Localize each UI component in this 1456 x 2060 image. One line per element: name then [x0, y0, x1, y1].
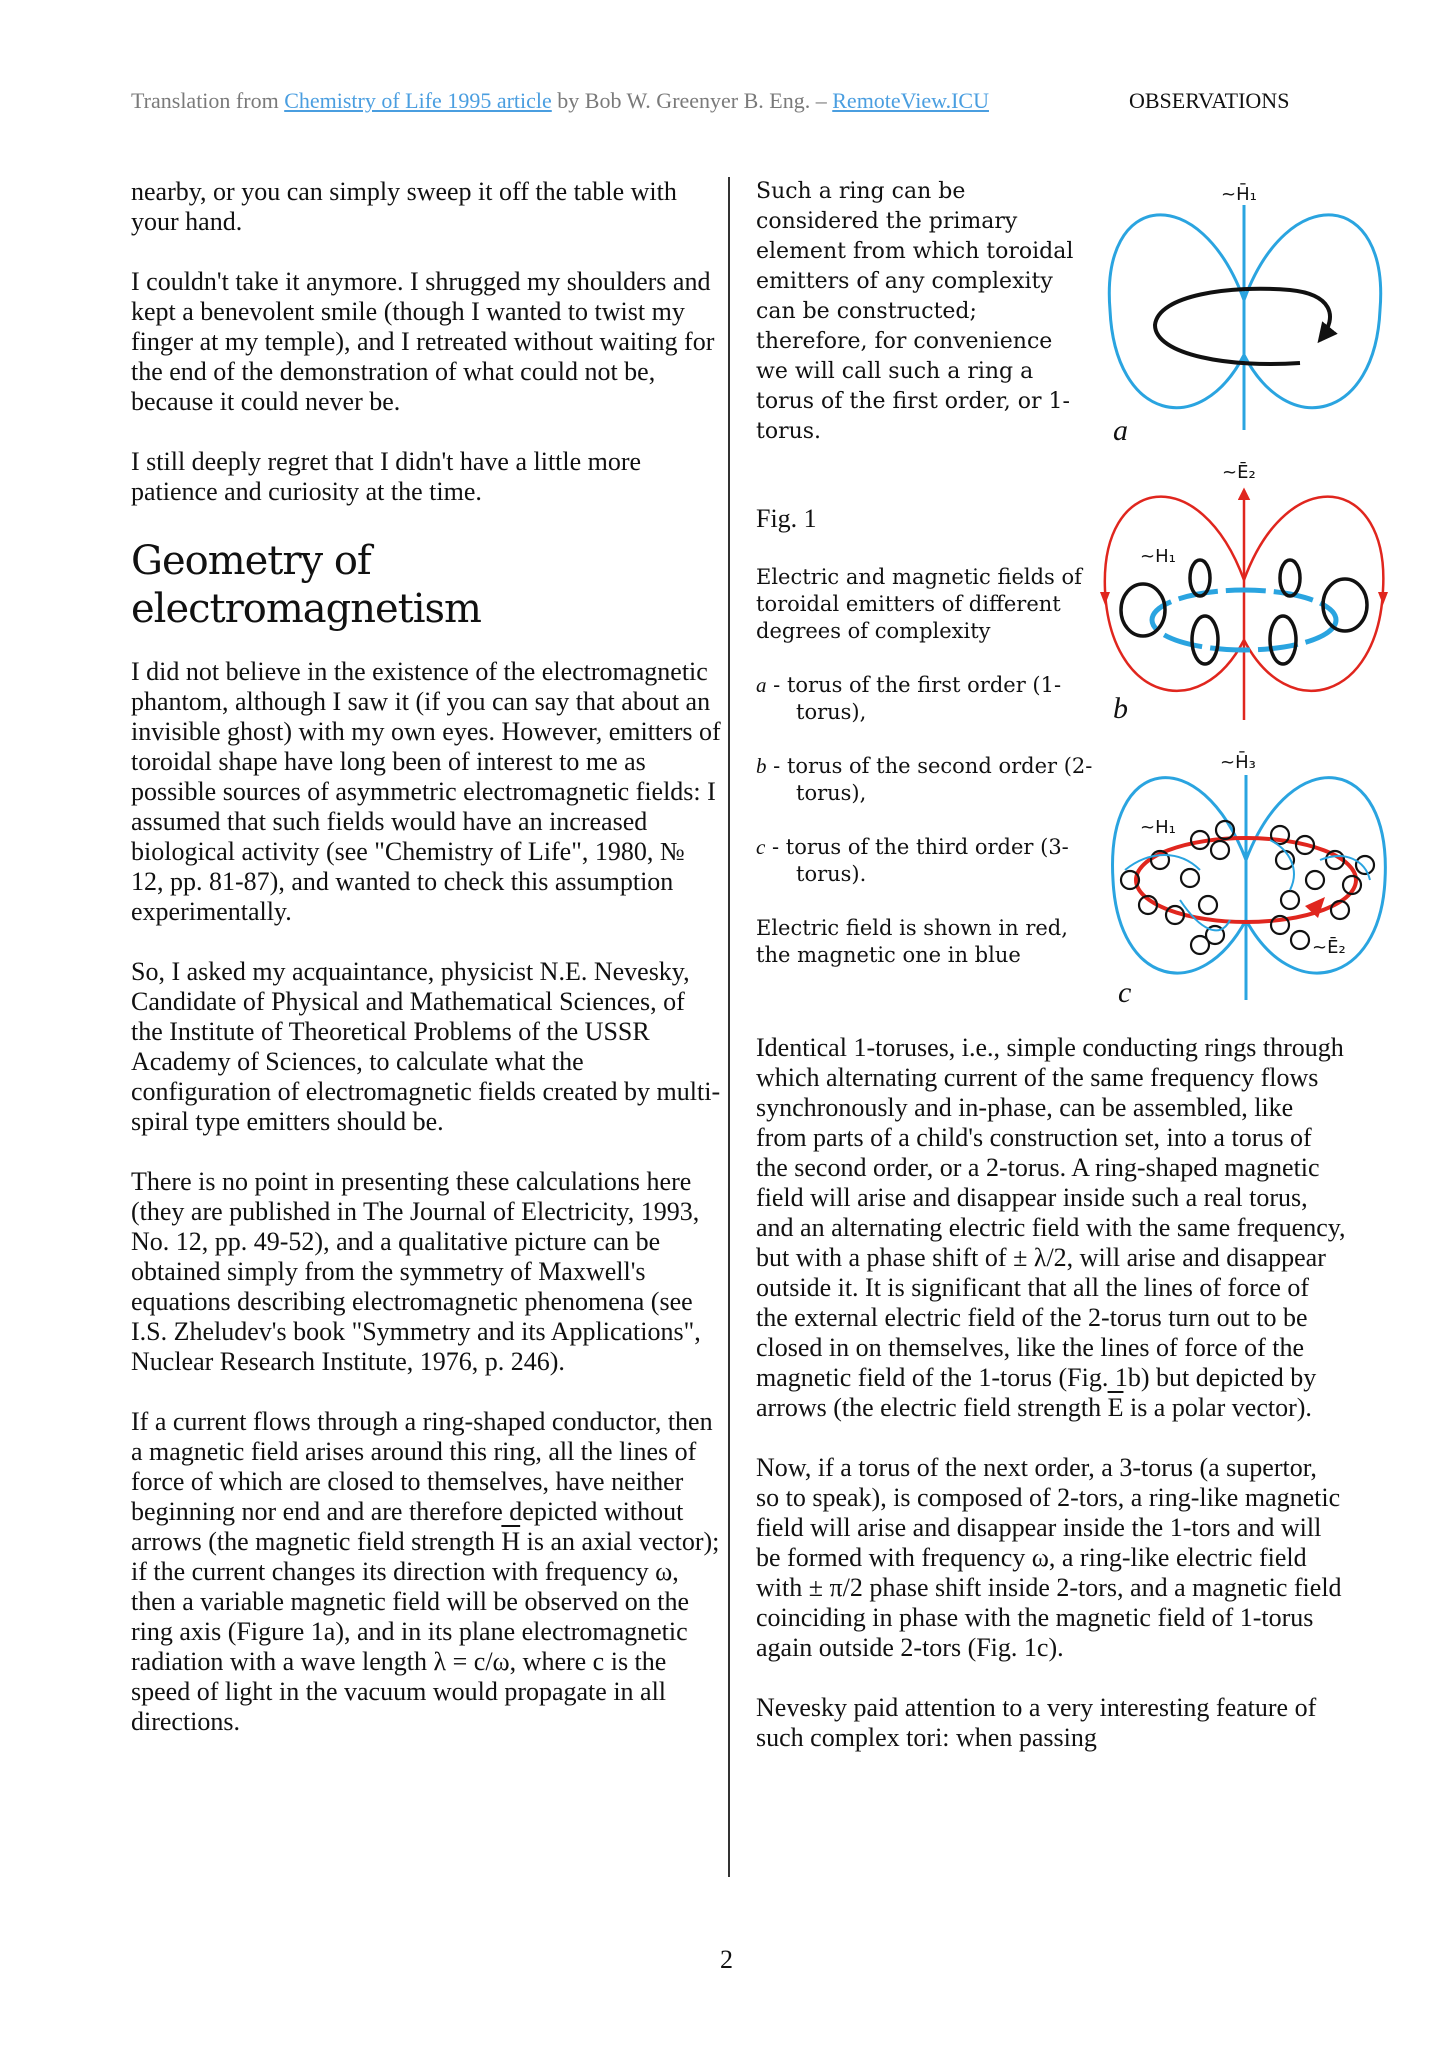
right-column-body	[756, 1033, 1346, 1783]
figure-description: Electric and magnetic fields of toroidal emitters of different degrees of complexity	[756, 565, 1082, 643]
h-vector-symbol: $\overline{H}$	[501, 1527, 521, 1556]
panel-c-extra-label: ~Ē₂	[1312, 937, 1346, 958]
paragraph: So, I asked my acquaintance, physicist N.E. Nevesky, Candidate of Physical and Mathematical Sciences, of the Institute of Theoretical Problems of the USSR Academy of Sciences, to calculate what the configuration of electromagnetic fields created by multi-spiral type emitters should be.	[131, 957, 721, 1136]
panel-b-axis-label: ~Ē₂	[1222, 462, 1256, 483]
column-divider	[728, 177, 730, 1877]
paragraph: I did not believe in the existence of the electromagnetic phantom, although I saw it (if you can say that about an invisible ghost) with my own eyes. However, emitters of toroidal shape have long been of interest to me as possible sources of asymmetric electromagnetic fields: I assumed that such fields would have an increased biological activity (see "Chemistry of Life", 1980, № 12, pp. 81-87), and wanted to check this assumption experimentally.	[131, 657, 721, 926]
page-header	[131, 88, 1331, 114]
paragraph: Nevesky paid attention to a very interesting feature of such complex tori: when passing	[756, 1693, 1317, 1752]
panel-b-torus-2	[1100, 461, 1388, 725]
paragraph: I still deeply regret that I didn't have a little more patience and curiosity at the time.	[131, 447, 642, 506]
paragraph: I couldn't take it anymore. I shrugged my shoulders and kept a benevolent smile (though I wanted to twist my finger at my temple), and I retreated without waiting for the end of the demonstration of what could not be, because it could never be.	[131, 267, 715, 416]
panel-b-label: b	[1113, 692, 1128, 725]
panel-c-label: c	[1118, 976, 1132, 1009]
panel-a-axis-label: ~H̄₁	[1221, 184, 1257, 205]
figure-caption	[756, 505, 1096, 996]
header-prefix: Translation from	[131, 88, 285, 113]
article-link[interactable]: Chemistry of Life 1995 article	[284, 88, 552, 113]
torus-figure	[1095, 160, 1415, 1020]
panel-a-torus-1	[1109, 183, 1380, 447]
panel-c-inner-label: ~H₁	[1140, 817, 1176, 838]
left-column	[131, 177, 721, 1767]
header-author: by Bob W. Greenyer B. Eng. –	[551, 88, 833, 113]
section-label: OBSERVATIONS	[1129, 88, 1290, 113]
paragraph: If a current flows through a ring-shaped conductor, then a magnetic field arises around this ring, all the lines of force of which are closed to themselves, have neither beginning nor end and are therefore depicted without arrows (the magnetic field strength $\overline{H}$ is an axial vector); if the current changes its direction with frequency ω, then a variable magnetic field will be observed on the ring axis (Figure 1a), and in its plane electromagnetic radiation with a wave length λ = c/ω, where c is the speed of light in the vacuum would propagate in all directions.	[131, 1407, 720, 1736]
caption-item-c: c - torus of the third order (3-torus).	[756, 835, 1069, 886]
paragraph: Now, if a torus of the next order, a 3-torus (a supertor, so to speak), is composed of 2-tors, a ring-like magnetic field will arise and disappear inside the 1-tors and will be formed with frequency ω, a ring-like electric field with ± π/2 phase shift inside 2-tors, and a magnetic field coinciding in phase with the magnetic field of 1-torus again outside 2-tors (Fig. 1c).	[756, 1453, 1342, 1662]
paragraph: nearby, or you can simply sweep it off the table with your hand.	[131, 177, 677, 236]
caption-item-b: b - torus of the second order (2-torus),	[756, 754, 1093, 805]
e-vector-symbol: $\overline{E}$	[1107, 1393, 1124, 1422]
section-heading: Geometry of electromagnetism	[131, 538, 481, 632]
page-number: 2	[720, 1945, 733, 1974]
panel-c-torus-3	[1113, 751, 1386, 1009]
panel-a-label: a	[1113, 414, 1128, 447]
panel-c-axis-label: ~H̄₃	[1220, 752, 1256, 773]
remoteview-link[interactable]: RemoteView.ICU	[832, 88, 989, 113]
right-intro-paragraph: Such a ring can be considered the primary element from which toroidal emitters of any complexity can be constructed; therefore, for convenience we will call such a ring a torus of the first order, or 1-torus.	[756, 179, 1074, 444]
paragraph: There is no point in presenting these calculations here (they are published in The Journal of Electricity, 1993, No. 12, pp. 49-52), and a qualitative picture can be obtained simply from the symmetry of Maxwell's equations describing electromagnetic phenomena (see I.S. Zheludev's book "Symmetry and its Applications", Nuclear Research Institute, 1976, p. 246).	[131, 1167, 701, 1376]
caption-color-note: Electric field is shown in red, the magnetic one in blue	[756, 916, 1068, 967]
panel-b-inner-label: ~H₁	[1140, 546, 1176, 567]
caption-item-a: a - torus of the first order (1-torus),	[756, 673, 1062, 724]
figure-title: Fig. 1	[756, 504, 817, 533]
paragraph: Identical 1-toruses, i.e., simple conducting rings through which alternating current of the same frequency flows synchronously and in-phase, can be assembled, like from parts of a child's construction set, into a torus of the second order, or a 2-torus. A ring-shaped magnetic field will arise and disappear inside such a real torus, and an alternating electric field with the same frequency, but with a phase shift of ± λ/2, will arise and disappear outside it. It is significant that all the lines of force of the external electric field of the 2-torus turn out to be closed in on themselves, like the lines of force of the magnetic field of the 1-torus (Fig. 1b) but depicted by arrows (the electric field strength $\overline{E}$ is a polar vector).	[756, 1033, 1346, 1422]
